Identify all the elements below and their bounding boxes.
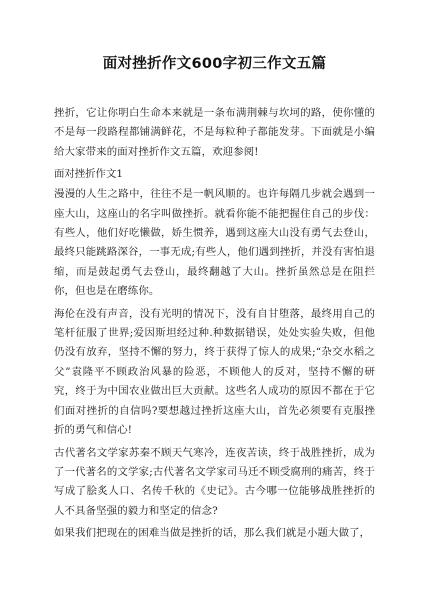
intro-paragraph: 挫折，它让你明白生命本来就是一条布满荆棘与坎坷的路，使你懂的不是每一段路程都铺满鲜花，不是每粒种子都能发芽。下面就是小编给大家带来的面对挫折作文五篇，欢迎参阅! bbox=[54, 107, 375, 158]
body-paragraph: 如果我们把现在的困难当做是挫折的话，那么我们就是小题大做了， bbox=[54, 527, 371, 540]
document-body bbox=[54, 104, 375, 544]
document-title: 面对挫折作文600字初三作文五篇 bbox=[102, 56, 327, 72]
body-paragraph: 漫漫的人生之路中，往往不是一帆风顺的。也许每隔几步就会遇到一座大山，这座山的名字叫做挫折。就看你能不能把握住自己的步伐：有些人，他们好吃懒做，娇生惯养，遇到这座大山没有勇气去登山，最终只能跳路深谷，一事无成;有些人，他们遇到挫折，并没有害怕退缩，而是鼓起勇气去登山，最终翻越了大山。挫折虽然总是在阻拦你，但也是在磨练你。 bbox=[54, 188, 375, 298]
section-heading: 面对挫折作文1 bbox=[54, 168, 123, 181]
body-paragraph: 古代著名文学家苏秦不顾天气寒冷，连夜苦读，终于战胜挫折，成为了一代著名的文学家;古代著名文学家司马迁不顾受腐刑的痛苦，终于写成了脍炙人口、名传千秋的《史记》。古今哪一位能够战胜挫折的人不具备坚强的毅力和坚定的信念? bbox=[54, 446, 375, 517]
body-paragraph: 海伦在没有声音，没有光明的情况下，没有自甘堕落，最终用自己的笔杆征服了世界;爱因斯坦经过种.种数据错误，处处实验失败，但他仍没有放弃，坚持不懈的努力，终于获得了惊人的成果;“杂交水稻之父”袁隆平不顾政治风暴的险恶，不顾他人的反对，坚持不懈的研究，终于为中国农业做出巨大贡献。这些名人成功的原因不都在于它们面对挫折的自信吗?要想越过挫折这座大山，首先必须要有克服挫折的勇气和信心! bbox=[54, 307, 375, 437]
